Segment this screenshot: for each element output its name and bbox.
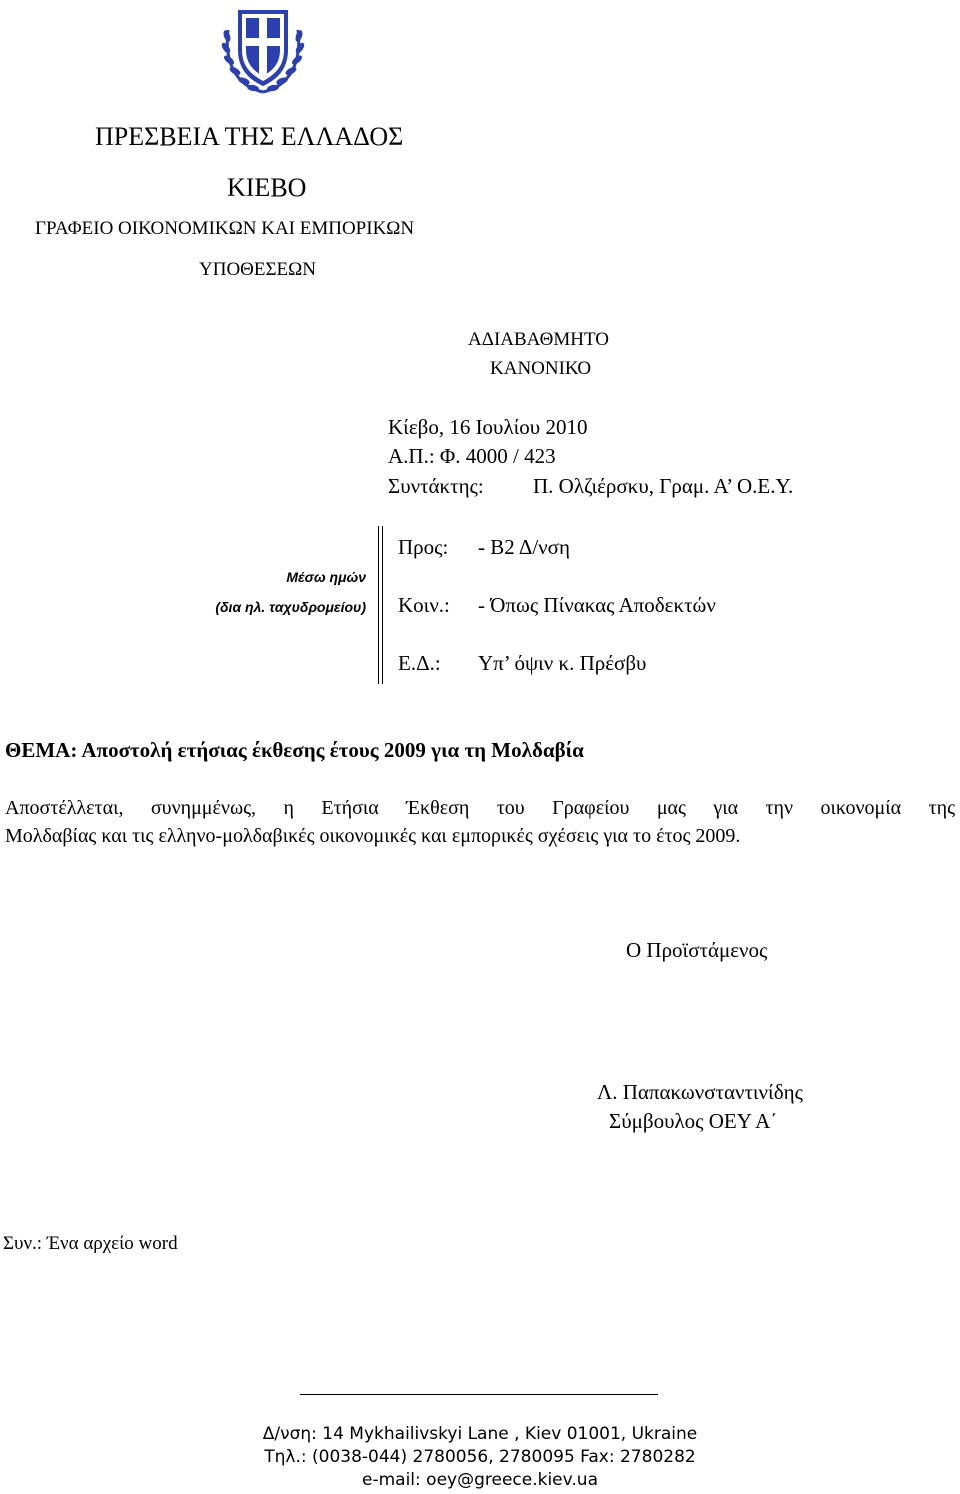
via-line1: Μέσω ημών xyxy=(286,569,366,585)
protocol-number: Α.Π.: Φ. 4000 / 423 xyxy=(388,444,556,468)
author-value: Π. Ολζιέρσκυ, Γραμ. Α’ Ο.Ε.Υ. xyxy=(533,474,794,498)
via-line2: (δια ηλ. ταχυδρομείου) xyxy=(215,599,366,615)
office-name-line2: ΥΠΟΘΕΣΕΩΝ xyxy=(199,259,316,280)
internal-label: Ε.Δ.: xyxy=(398,651,441,675)
embassy-name: ΠΡΕΣΒΕΙΑ ΤΗΣ ΕΛΛΑΔΟΣ xyxy=(95,122,404,151)
greek-coat-of-arms-icon xyxy=(218,0,308,98)
footer-divider xyxy=(300,1394,658,1395)
attachments-note: Συν.: Ένα αρχείο word xyxy=(3,1233,178,1254)
subject-line: ΘΕΜΑ: Αποστολή ετήσιας έκθεσης έτους 2009 για τη Μολδαβία xyxy=(5,738,584,762)
footer-email: e-mail: oey@greece.kiev.ua xyxy=(362,1470,598,1490)
signatory-position: Σύμβουλος ΟΕΥ Α΄ xyxy=(609,1109,778,1133)
cc-label: Κοιν.: xyxy=(398,593,450,617)
office-name-line1: ΓΡΑΦΕΙΟ ΟΙΚΟΝΟΜΙΚΩΝ ΚΑΙ ΕΜΠΟΡΙΚΩΝ xyxy=(35,218,415,239)
routing-divider xyxy=(378,526,383,684)
footer-phones: Τηλ.: (0038-044) 2780056, 2780095 Fax: 2780282 xyxy=(264,1447,696,1467)
cc-value: - Όπως Πίνακας Αποδεκτών xyxy=(478,593,716,617)
internal-value: Υπ’ όψιν κ. Πρέσβυ xyxy=(478,651,647,675)
classification-level: ΑΔΙΑΒΑΘΜΗΤΟ xyxy=(468,329,609,350)
embassy-city: ΚΙΕΒΟ xyxy=(227,173,307,202)
body-line-1: Αποστέλλεται, συνημμένως, η Ετήσια Έκθεση του Γραφείου μας για την οικονομία της xyxy=(5,797,955,819)
to-value: - Β2 Δ/νση xyxy=(478,535,570,559)
body-line-2: Μολδαβίας και τις ελληνο-μολδαβικές οικονομικές και εμπορικές σχέσεις για το έτος 2009. xyxy=(5,825,741,847)
signature-title: Ο Προϊστάμενος xyxy=(626,938,768,962)
signatory-name: Λ. Παπακωνσταντινίδης xyxy=(597,1080,803,1104)
footer-address: Δ/νση: 14 Mykhailivskyi Lane , Kiev 01001, Ukraine xyxy=(262,1424,698,1444)
priority-level: ΚΑΝΟΝΙΚΟ xyxy=(490,358,592,379)
place-date: Κίεβο, 16 Ιουλίου 2010 xyxy=(388,415,588,439)
to-label: Προς: xyxy=(398,535,449,559)
author-label: Συντάκτης: xyxy=(388,474,484,498)
